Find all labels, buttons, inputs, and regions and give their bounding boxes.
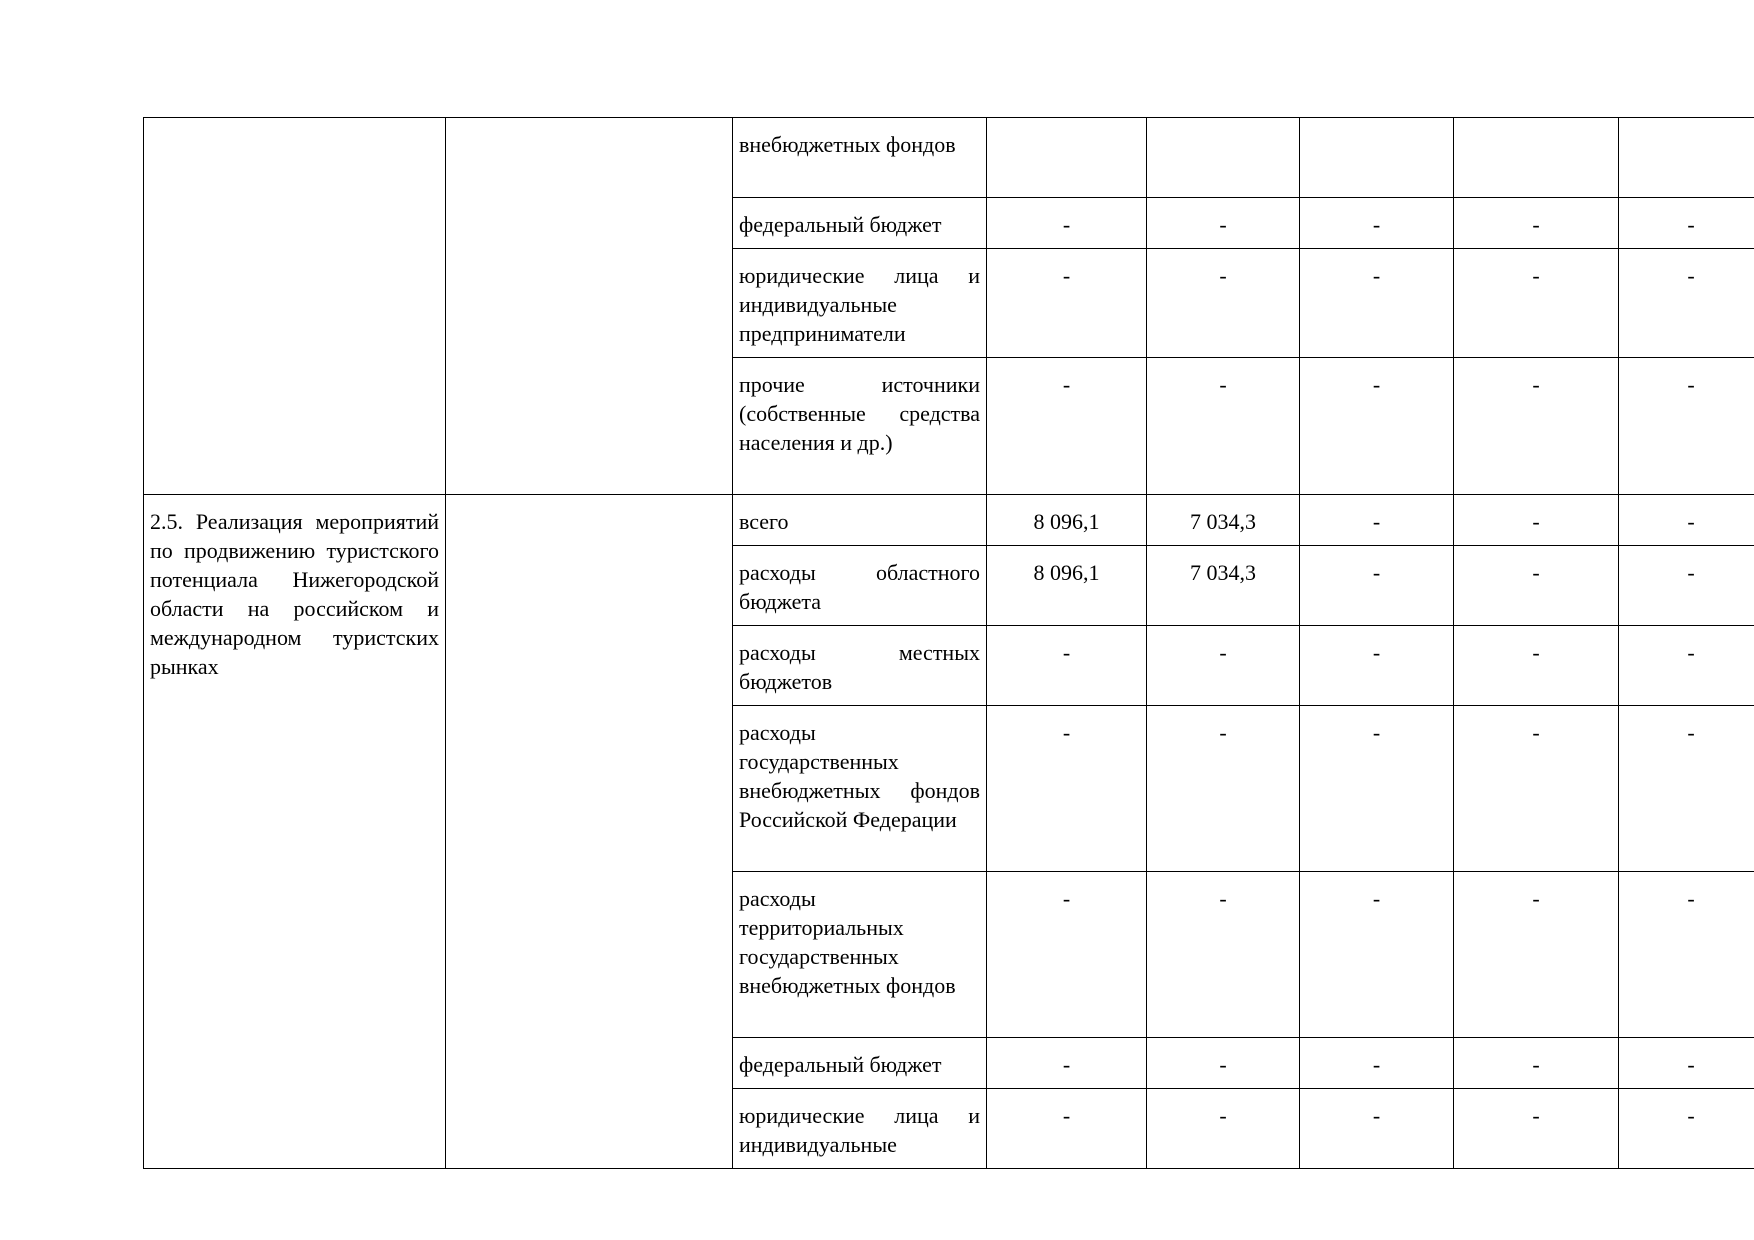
- value-cell: -: [1454, 546, 1619, 626]
- value-cell: -: [1619, 706, 1754, 872]
- funding-source-cell: юридические лица и индивидуальные предприниматели: [733, 249, 987, 358]
- value-cell: 7 034,3: [1147, 495, 1300, 546]
- value-cell: -: [1147, 358, 1300, 495]
- activity-name-cell: [144, 118, 446, 495]
- value-cell: [987, 118, 1147, 198]
- value-cell: -: [1147, 872, 1300, 1038]
- value-cell: -: [1619, 546, 1754, 626]
- value-cell: -: [1454, 249, 1619, 358]
- value-cell: [1454, 118, 1619, 198]
- value-cell: -: [1300, 706, 1454, 872]
- value-cell: -: [987, 626, 1147, 706]
- value-cell: [1147, 118, 1300, 198]
- funding-source-cell: расходы территориальных государственных внебюджетных фондов: [733, 872, 987, 1038]
- funding-source-cell: расходы государственных внебюджетных фондов Российской Федерации: [733, 706, 987, 872]
- value-cell: -: [1300, 1038, 1454, 1089]
- value-cell: -: [1300, 249, 1454, 358]
- value-cell: -: [1454, 626, 1619, 706]
- value-cell: -: [1454, 358, 1619, 495]
- executor-cell: [446, 495, 733, 1169]
- value-cell: -: [1300, 872, 1454, 1038]
- funding-source-cell: всего: [733, 495, 987, 546]
- value-cell: -: [1454, 495, 1619, 546]
- value-cell: -: [987, 872, 1147, 1038]
- funding-source-cell: внебюджетных фондов: [733, 118, 987, 198]
- funding-source-cell: расходы областного бюджета: [733, 546, 987, 626]
- value-cell: -: [1619, 626, 1754, 706]
- budget-table: [143, 117, 1754, 1169]
- executor-cell: [446, 118, 733, 495]
- value-cell: -: [987, 249, 1147, 358]
- value-cell: -: [1619, 1038, 1754, 1089]
- value-cell: -: [1454, 1089, 1619, 1169]
- value-cell: -: [1300, 198, 1454, 249]
- value-cell: -: [1300, 1089, 1454, 1169]
- value-cell: -: [987, 1038, 1147, 1089]
- value-cell: -: [987, 1089, 1147, 1169]
- value-cell: -: [1619, 358, 1754, 495]
- value-cell: -: [1619, 495, 1754, 546]
- value-cell: -: [1454, 706, 1619, 872]
- value-cell: -: [987, 358, 1147, 495]
- value-cell: [1619, 118, 1754, 198]
- value-cell: -: [1147, 198, 1300, 249]
- value-cell: -: [987, 198, 1147, 249]
- value-cell: -: [987, 706, 1147, 872]
- value-cell: -: [1147, 1089, 1300, 1169]
- value-cell: -: [1619, 1089, 1754, 1169]
- value-cell: 7 034,3: [1147, 546, 1300, 626]
- funding-source-cell: федеральный бюджет: [733, 1038, 987, 1089]
- funding-source-cell: федеральный бюджет: [733, 198, 987, 249]
- value-cell: 8 096,1: [987, 546, 1147, 626]
- table-row: [144, 118, 1754, 198]
- value-cell: -: [1300, 495, 1454, 546]
- value-cell: -: [1147, 626, 1300, 706]
- value-cell: -: [1619, 249, 1754, 358]
- value-cell: 8 096,1: [987, 495, 1147, 546]
- value-cell: -: [1619, 198, 1754, 249]
- funding-source-cell: расходы местных бюджетов: [733, 626, 987, 706]
- value-cell: -: [1147, 249, 1300, 358]
- funding-source-cell: прочие источники (собственные средства населения и др.): [733, 358, 987, 495]
- value-cell: -: [1300, 626, 1454, 706]
- value-cell: -: [1454, 872, 1619, 1038]
- value-cell: -: [1300, 358, 1454, 495]
- value-cell: -: [1147, 706, 1300, 872]
- table-row: [144, 495, 1754, 546]
- value-cell: [1300, 118, 1454, 198]
- value-cell: -: [1619, 872, 1754, 1038]
- value-cell: -: [1454, 198, 1619, 249]
- value-cell: -: [1300, 546, 1454, 626]
- funding-source-cell: юридические лица и индивидуальные: [733, 1089, 987, 1169]
- value-cell: -: [1454, 1038, 1619, 1089]
- value-cell: -: [1147, 1038, 1300, 1089]
- activity-name-cell: 2.5. Реализация мероприятий по продвижению туристского потенциала Нижегородской области на российском и международном туристских рынках: [144, 495, 446, 1169]
